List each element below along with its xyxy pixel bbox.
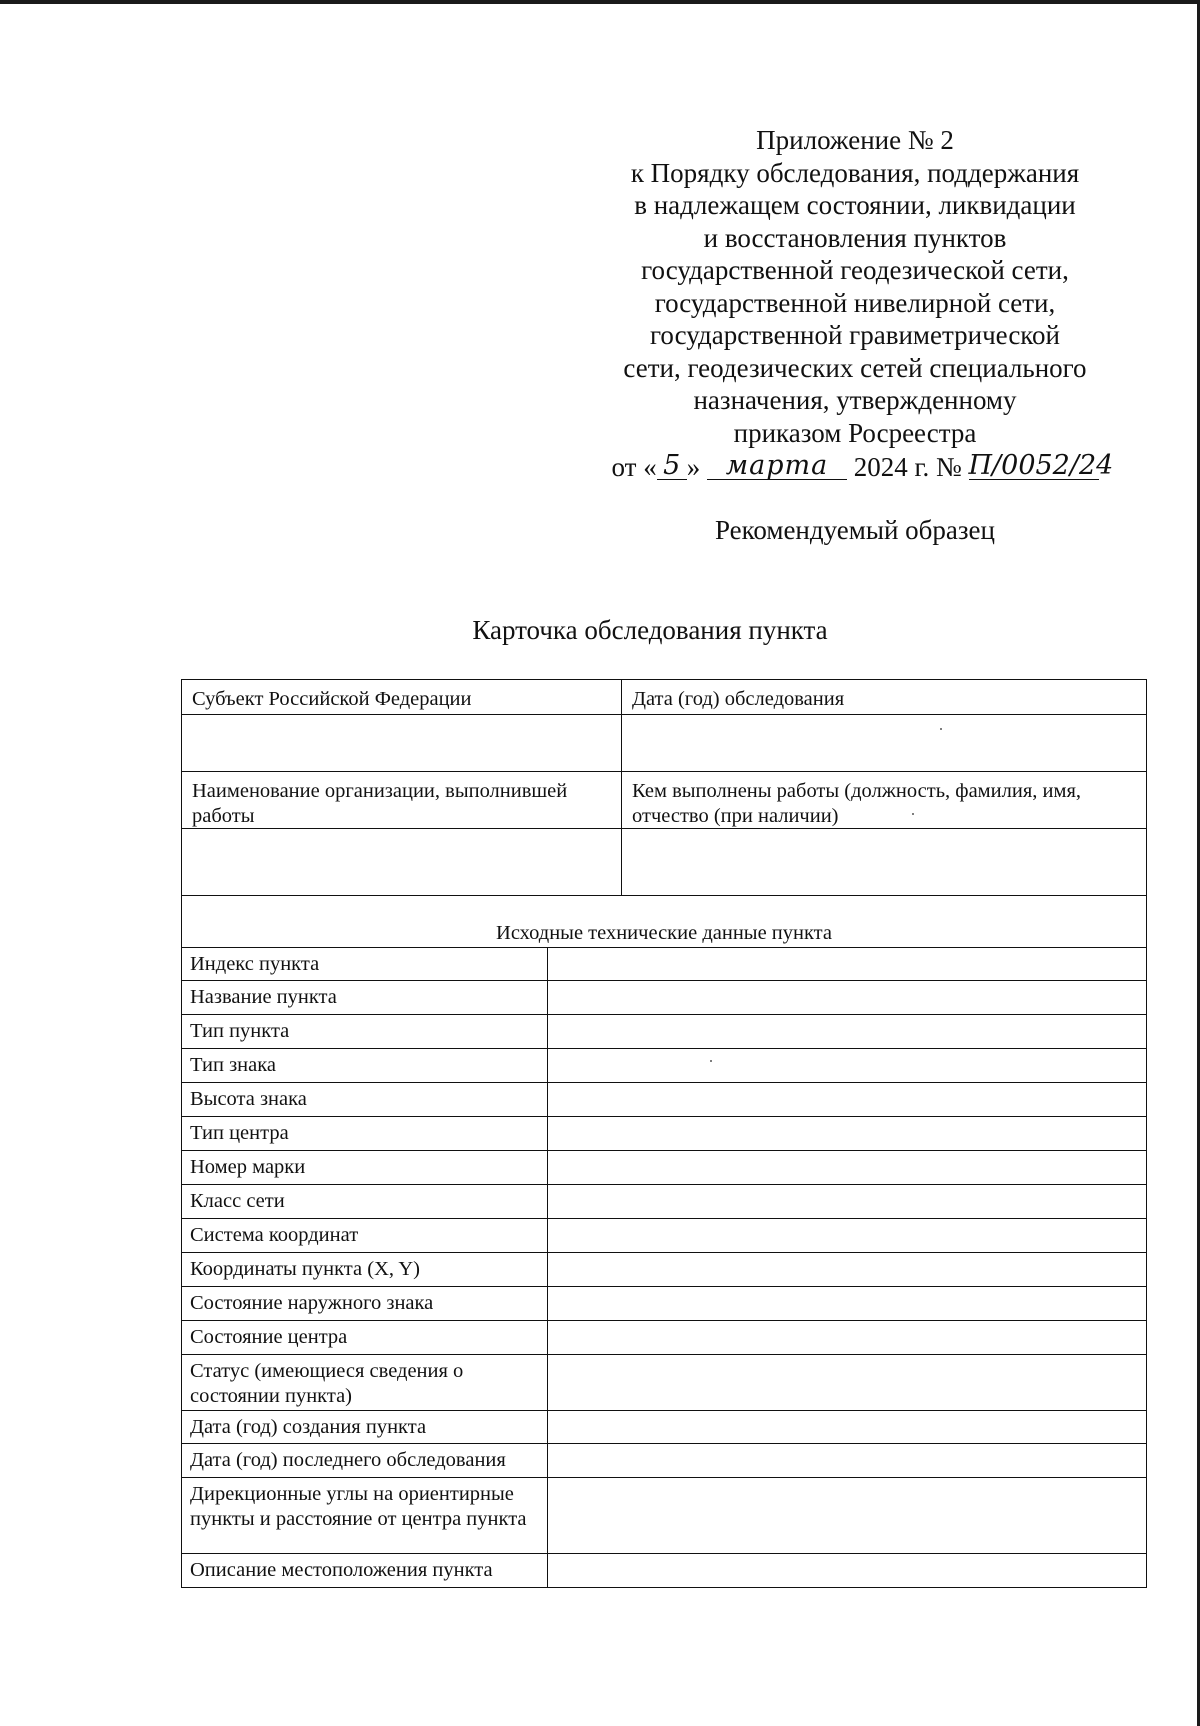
param-label: Тип пункта [182,1015,548,1048]
param-value-cell[interactable] [548,1015,1146,1048]
param-value-cell[interactable] [548,1287,1146,1320]
param-row [182,1478,1146,1554]
form-header-row [182,680,1146,715]
param-row [182,1287,1146,1321]
param-value-cell[interactable] [548,1444,1146,1477]
survey-date-label: Дата (год) обследования [632,688,845,710]
scan-speck [710,1060,712,1062]
param-label: Высота знака [182,1083,548,1116]
card-title: Карточка обследования пункта [472,615,828,645]
annex-line: приказом Росреестра [733,417,977,448]
param-value-cell[interactable] [548,1411,1146,1443]
param-value-cell[interactable] [548,1253,1146,1286]
annex-line: назначения, утвержденному [693,385,1017,415]
subject-value-cell[interactable] [182,715,622,771]
param-value-cell[interactable] [548,1083,1146,1116]
param-label: Система координат [182,1219,548,1252]
sample-label: Рекомендуемый образец [714,515,995,545]
param-value-cell[interactable] [548,1219,1146,1252]
param-row [182,1117,1146,1151]
param-label: Тип знака [182,1049,548,1082]
order-date-line [600,450,1114,484]
annex-line: государственной геодезической сети, [641,255,1069,285]
form-header-row [182,772,1146,829]
param-value-cell[interactable] [548,981,1146,1014]
param-label: Класс сети [182,1185,548,1218]
survey-date-value-cell[interactable] [622,715,1146,771]
annex-line: и восстановления пунктов [703,222,1007,253]
param-label: Название пункта [182,981,548,1014]
survey-form-table [181,679,1147,1588]
param-label: Состояние центра [182,1321,548,1354]
performer-value-cell[interactable] [622,829,1146,895]
annex-line: государственной гравиметрической [650,320,1060,350]
param-row [182,1444,1146,1478]
param-row [182,1355,1146,1411]
subject-label: Субъект Российской Федерации [182,680,622,714]
handwritten-day: 5 [657,453,687,480]
annex-title: Приложение № 2 [756,125,954,155]
param-row [182,981,1146,1015]
date-mid: » [686,452,701,482]
param-value-cell[interactable] [548,1321,1146,1354]
param-row [182,1185,1146,1219]
param-label: Дата (год) последнего обследования [182,1444,548,1477]
param-value-cell[interactable] [548,1151,1146,1184]
param-label: Состояние наружного знака [182,1287,548,1320]
organization-label: Наименование организации, выполнившей работы [182,772,622,828]
param-value-cell[interactable] [548,1478,1146,1553]
param-value-cell[interactable] [548,948,1146,980]
param-value-cell[interactable] [548,1185,1146,1218]
annex-line: к Порядку обследования, поддержания [630,157,1080,188]
year-text: 2024 г. № [853,452,962,482]
param-label: Индекс пункта [182,948,548,980]
param-value-cell[interactable] [548,1117,1146,1150]
param-row [182,1083,1146,1117]
param-row [182,1253,1146,1287]
form-empty-row [182,715,1146,772]
annex-line: сети, геодезических сетей специального [623,352,1087,383]
param-label: Тип центра [182,1117,548,1150]
handwritten-month: марта [707,453,847,480]
annex-line: в надлежащем состоянии, ликвидации [634,190,1076,220]
date-prefix: от « [611,452,657,482]
param-label: Дирекционные углы на ориентирные пункты и расстояние от центра пункта [182,1478,548,1553]
param-row [182,948,1146,981]
param-label: Статус (имеющиеся сведения о состоянии пункта) [182,1355,548,1410]
handwritten-order-number: П/0052/24 [968,450,1114,481]
param-row [182,1219,1146,1253]
organization-value-cell[interactable] [182,829,622,895]
param-row [182,1015,1146,1049]
param-row [182,1554,1146,1587]
param-value-cell[interactable] [548,1355,1146,1410]
scan-edge-top [0,0,1200,4]
scan-speck [940,728,942,730]
param-value-cell[interactable] [548,1049,1146,1082]
annex-header [600,124,1114,484]
param-label: Координаты пункта (X, Y) [182,1253,548,1286]
param-row [182,1411,1146,1444]
param-label: Описание местоположения пункта [182,1554,548,1587]
section-title: Исходные технические данные пункта [182,896,1146,948]
param-value-cell[interactable] [548,1554,1146,1587]
annex-line: государственной нивелирной сети, [654,287,1056,318]
param-label: Номер марки [182,1151,548,1184]
scan-speck [912,813,914,815]
param-row [182,1049,1146,1083]
param-label: Дата (год) создания пункта [182,1411,548,1443]
param-row [182,1321,1146,1355]
param-row [182,1151,1146,1185]
performer-label: Кем выполнены работы (должность, фамилия, имя, отчество (при наличии) [632,780,1081,827]
form-empty-row [182,829,1146,896]
